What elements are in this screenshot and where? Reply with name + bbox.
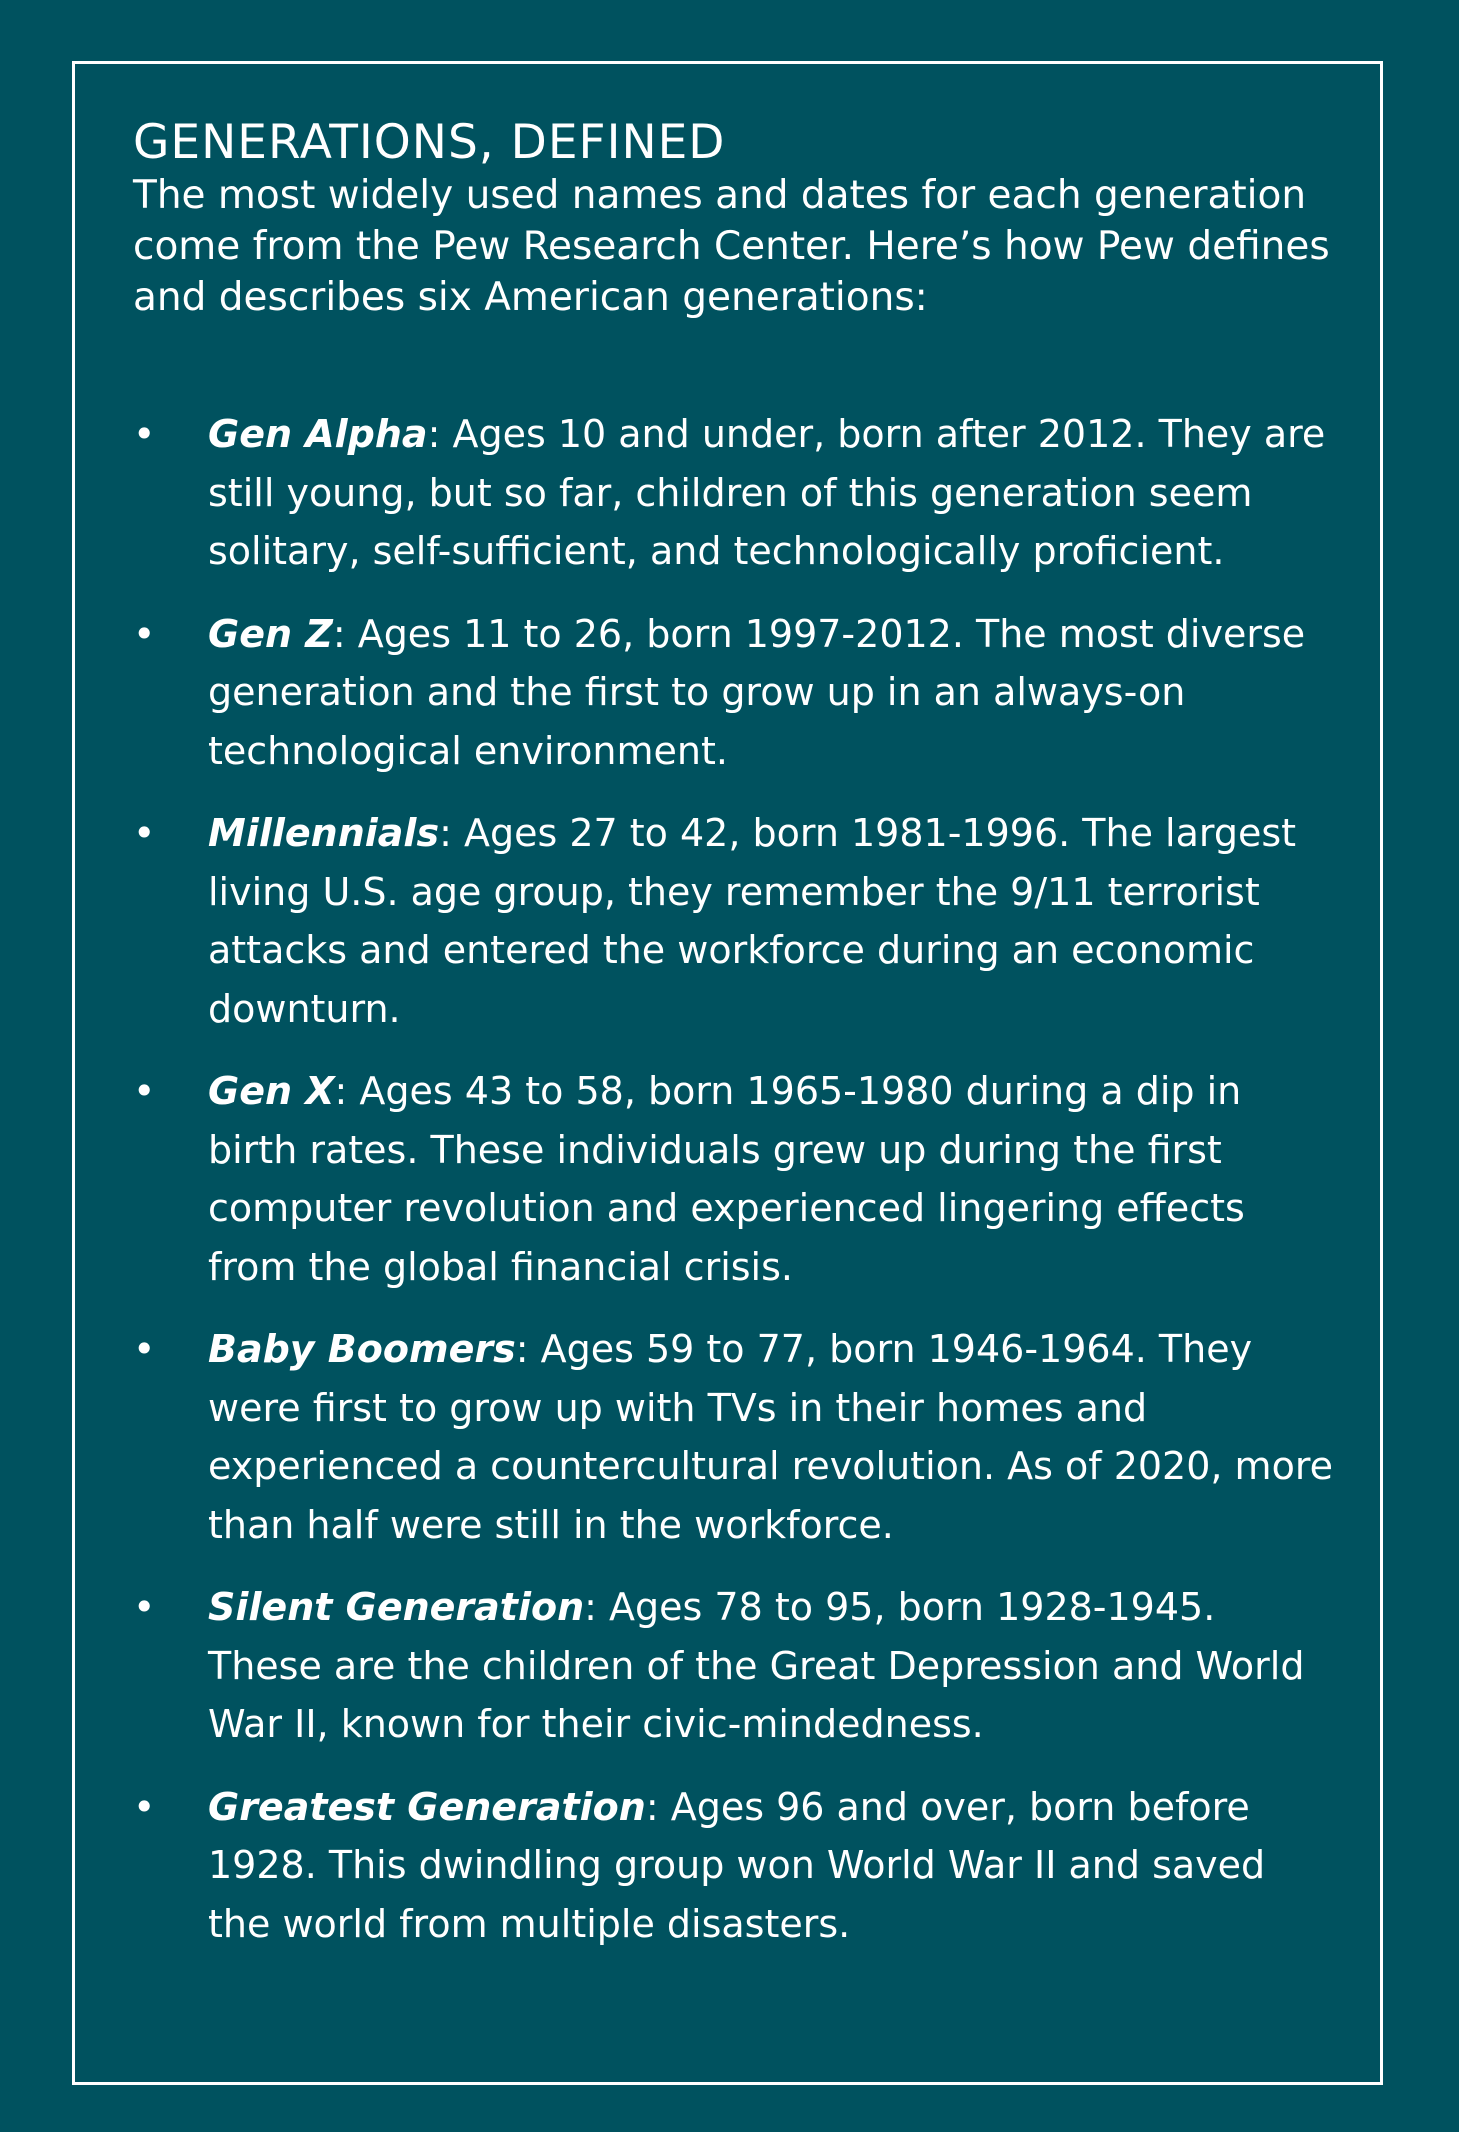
list-item-silent-generation [133, 1578, 1333, 1754]
bullet-icon: • [133, 1069, 156, 1113]
generation-name: Millennials [208, 811, 440, 855]
generation-name: Gen Z [208, 611, 333, 656]
bullet-icon: • [133, 1784, 156, 1829]
list-item-gen-x [133, 1062, 1333, 1296]
generation-description: : Ages 59 to 77, born 1946-1964. They were first to grow up with TVs in their homes and experienced a countercultural revolution. As of 2020, more than half were still in the workforce. [208, 1327, 1333, 1547]
generation-description: : Ages 11 to 26, born 1997-2012. The most diverse generation and the first to grow up in an always-on technological environment. [208, 611, 1306, 773]
list-item-greatest-generation [133, 1778, 1333, 1954]
list-item-gen-alpha [133, 405, 1333, 581]
page-title: GENERATIONS, DEFINED [133, 115, 726, 170]
generation-list [133, 405, 1333, 1977]
generation-name: Silent Generation [208, 1585, 585, 1629]
list-item-millennials [133, 804, 1333, 1038]
generation-description: : Ages 43 to 58, born 1965-1980 during a dip in birth rates. These individuals grew up during the first computer revolution and experienced lingering effects from the global financial crisis. [208, 1069, 1245, 1289]
list-item-gen-z [133, 605, 1333, 781]
generation-name: Baby Boomers [208, 1327, 516, 1371]
bullet-icon: • [133, 1585, 156, 1629]
generation-name: Gen X [208, 1069, 335, 1113]
list-item-baby-boomers [133, 1320, 1333, 1554]
generations-panel [133, 115, 1348, 1946]
generation-name: Greatest Generation [208, 1784, 646, 1829]
intro-text: The most widely used names and dates for each generation come from the Pew Research Center. Here’s how Pew defines and describes six American generations: [133, 173, 1330, 320]
bullet-icon: • [133, 412, 156, 456]
generation-description: : Ages 96 and over, born before 1928. This dwindling group won World War II and saved the world from multiple disasters. [208, 1784, 1266, 1946]
bullet-icon: • [133, 1327, 156, 1371]
generation-description: : Ages 27 to 42, born 1981-1996. The largest living U.S. age group, they remember the 9/11 terrorist attacks and entered the workforce during an economic downturn. [208, 811, 1297, 1031]
bullet-icon: • [133, 811, 156, 855]
generation-name: Gen Alpha [208, 412, 428, 456]
bullet-icon: • [133, 611, 156, 656]
generation-description: : Ages 78 to 95, born 1928-1945. These are the children of the Great Depression and World War II, known for their civic-mindedness. [208, 1585, 1305, 1746]
generation-description: : Ages 10 and under, born after 2012. They are still young, but so far, children of this generation seem solitary, self-sufficient, and technologically proficient. [208, 412, 1326, 573]
